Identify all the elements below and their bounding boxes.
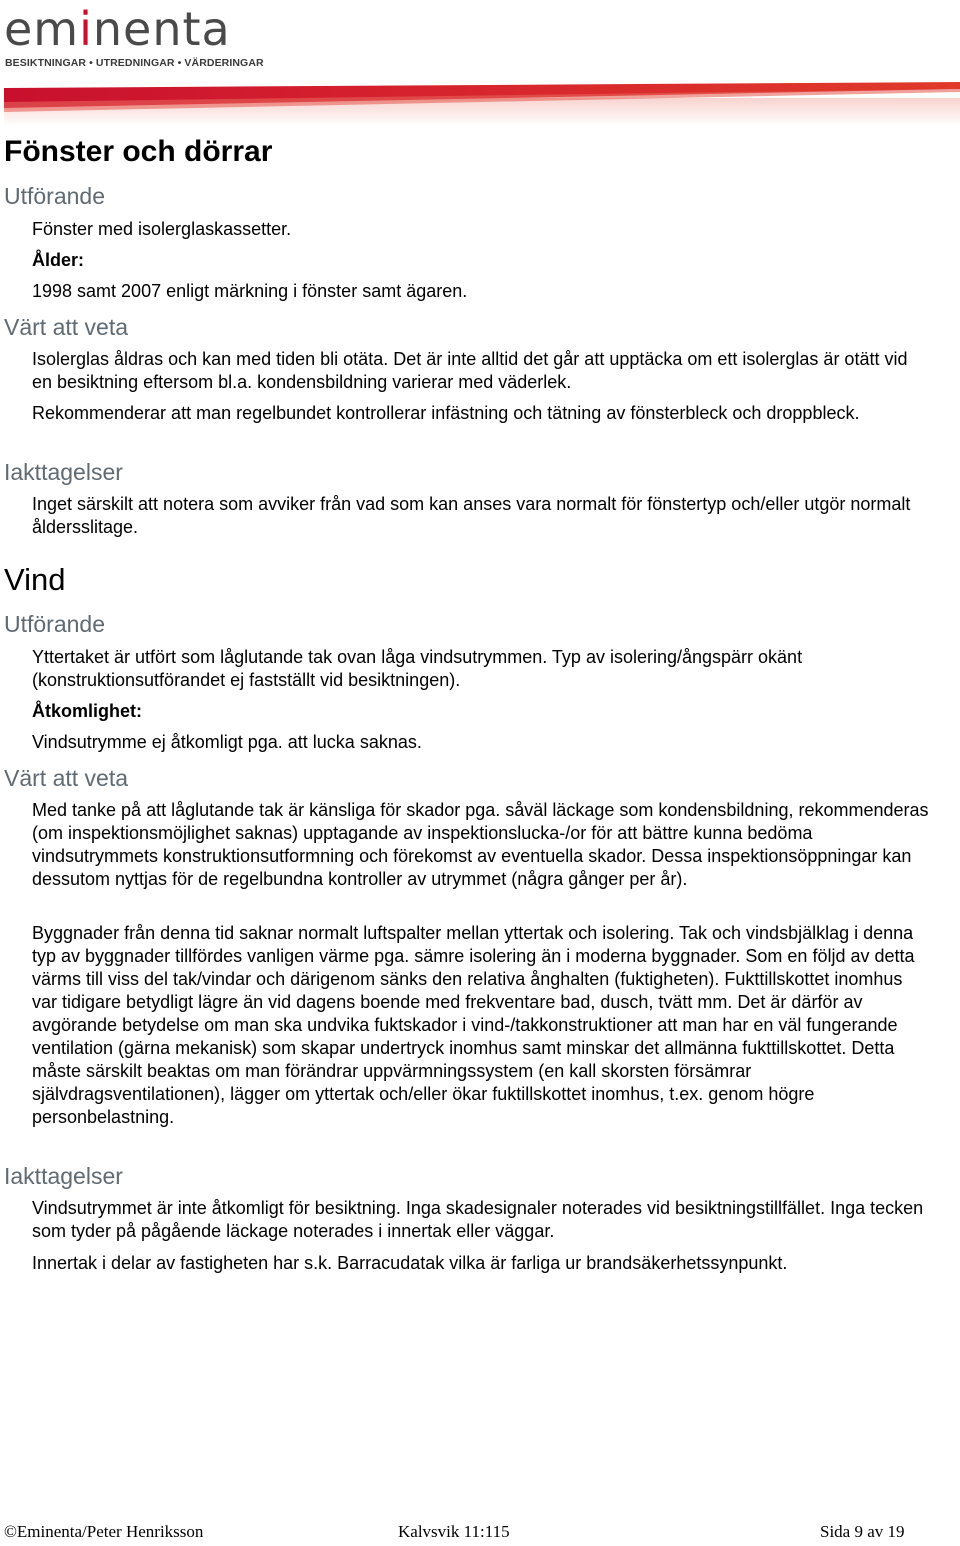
alder-label: Ålder: [32, 250, 85, 270]
alder-text: 1998 samt 2007 enligt märkning i fönster samt ägaren. [32, 281, 468, 301]
atkomlighet-label: Åtkomlighet: [32, 701, 142, 721]
footer-property: Kalvsvik 11:115 [398, 1522, 510, 1541]
section-title-fonster: Fönster och dörrar [4, 135, 273, 168]
vart-paragraph-2: Rekommenderar att man regelbundet kontrollerar infästning och tätning av fönsterbleck och droppbleck. [32, 403, 860, 423]
heading-utforande: Utförande [4, 183, 106, 209]
eminenta-logo [4, 0, 264, 80]
heading-iakttagelser: Iakttagelser [4, 1163, 123, 1189]
iakttagelser-paragraph-2: Innertak i delar av fastigheten har s.k. Barracudatak vilka är farliga ur brandsäkerhetssynpunkt. [32, 1253, 788, 1273]
footer-page-number: Sida 9 av 19 [820, 1522, 905, 1541]
utforande-text: Fönster med isolerglaskassetter. [32, 219, 292, 239]
atkomlighet-text: Vindsutrymme ej åtkomligt pga. att lucka saknas. [32, 732, 422, 752]
page-footer [0, 1522, 960, 1546]
heading-vart-att-veta: Värt att veta [4, 765, 129, 791]
heading-iakttagelser: Iakttagelser [4, 459, 123, 485]
vart-paragraph-2: Byggnader från denna tid saknar normalt luftspalter mellan yttertak och isolering. Tak och vindsbjälklag i denna typ av byggnader tillfördes vanligen värme pga. sämre isolering än i moderna byggnader. Som en följd av detta värms till viss del tak/vindar och därigenom sänks den relativa ånghalten (fuktigheten). Fukttillskottet inomhus var tidigare betydligt lägre än vid dagens boende med frekventare bad, dusch, tvätt mm. Det är därför av avgörande betydelse om man ska undvika fuktskador i vind-/takkonstruktioner att man har en väl fungerande ventilation (gärna mekanisk) som skapar undertryck inomhus samt minskar det allmänna fukttillskottet. Detta måste särskilt beaktas om man förändrar uppvärmningssystem (en kall skorsten försämrar självdragsventilationen), lägger om yttertak och/eller ökar fuktillskottet inomhus, t.ex. genom högre personbelastning. [32, 923, 915, 1127]
red-banner-stripe [4, 82, 960, 126]
logo-wordmark: eminenta [4, 2, 231, 56]
section-title-vind: Vind [4, 562, 66, 597]
footer-copyright: ©Eminenta/Peter Henriksson [4, 1522, 204, 1541]
heading-utforande: Utförande [4, 611, 106, 637]
vart-paragraph-1: Med tanke på att låglutande tak är känsliga för skador pga. såväl läckage som kondensbildning, rekommenderas (om inspektionsmöjlighet saknas) upptagande av inspektionslucka-/or för att bättre kunna bedöma vindsutrymmets konstruktionsutformning och förekomst av eventuella skador. Dessa inspektionsöppningar kan dessutom nyttjas för de regelbundna kontroller av utrymmet (några gånger per år). [32, 800, 929, 889]
vart-paragraph-1: Isolerglas åldras och kan med tiden bli otäta. Det är inte alltid det går att upptäcka om ett isolerglas är otätt vid en besiktning eftersom bl.a. kondensbildning varierar med väderlek. [32, 349, 908, 392]
utforande-text: Yttertaket är utfört som låglutande tak ovan låga vindsutrymmen. Typ av isolering/ångspärr okänt (konstruktionsutförandet ej fastställt vid besiktningen). [32, 647, 803, 690]
iakttagelser-paragraph-1: Vindsutrymmet är inte åtkomligt för besiktning. Inga skadesignaler noterades vid besiktningstillfället. Inga tecken som tyder på pågående läckage noterades i innertak eller väggar. [32, 1198, 924, 1241]
iakttagelser-text: Inget särskilt att notera som avviker från vad som kan anses vara normalt för fönstertyp och/eller utgör normalt åldersslitage. [32, 494, 911, 537]
logo-tagline: BESIKTNINGAR • UTREDNINGAR • VÄRDERINGAR [5, 57, 264, 69]
heading-vart-att-veta: Värt att veta [4, 314, 129, 340]
